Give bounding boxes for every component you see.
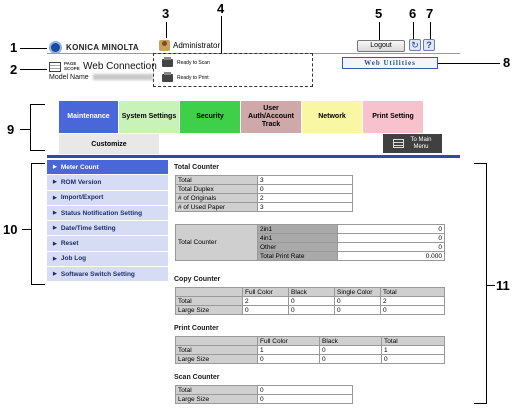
triangle-right-icon: ▶ [53,255,57,262]
scanner-icon [162,59,173,67]
column-header: Black [289,288,335,297]
tab-customize[interactable]: Customize [59,134,159,154]
triangle-right-icon: ▶ [53,194,57,201]
callout-line-5 [379,22,380,40]
sidebar-item-date-time[interactable] [47,221,168,236]
callout-11: 11 [496,278,510,293]
sidebar-item-import-export[interactable] [47,191,168,206]
callout-line-6 [413,22,414,39]
tab-maintenance[interactable]: Maintenance [59,101,118,133]
sidebar-item-label: Reset [60,240,79,248]
row-label: # of Originals [176,194,258,203]
row-value: 3 [258,203,353,212]
help-button[interactable]: ? [423,39,435,51]
triangle-right-icon: ▶ [53,271,57,278]
bracket-9 [30,104,45,151]
triangle-right-icon: ▶ [53,240,57,247]
table-row [176,386,353,395]
callout-7: 7 [426,6,434,21]
cell: 1 [258,346,320,355]
print-counter-title: Print Counter [174,325,219,332]
total-counter-subtable [175,224,445,261]
cell: 0 [289,306,335,315]
pagescope-title [49,61,157,72]
device-status-panel [153,53,313,87]
to-main-menu-button[interactable] [383,134,442,153]
model-name-value [93,74,153,80]
table-header-row [176,337,445,346]
row-value: 0 [338,243,445,252]
cell: 2 [243,297,289,306]
model-name-label: Model Name [49,74,89,81]
bracket-11 [474,163,487,404]
cell: 0 [289,297,335,306]
row-label: Total [176,386,258,395]
callout-9: 9 [7,122,15,137]
column-header: Total [382,337,445,346]
callout-4: 4 [217,1,225,16]
callout-line-1 [20,48,47,49]
model-name [49,74,153,81]
sidebar-item-label: ROM Version [60,178,102,186]
user-mode-indicator [159,40,220,51]
sidebar-item-label: Meter Count [60,163,99,171]
row-label: Total [176,176,258,185]
row-value: 0 [258,386,353,395]
main-menu-icon [393,139,404,148]
table-row [176,176,353,185]
web-utilities-link[interactable]: Web Utilities [342,57,438,69]
column-header: Full Color [258,337,320,346]
cell: 0 [320,346,382,355]
table-row [176,346,445,355]
triangle-right-icon: ▶ [53,164,57,171]
app-title: Web Connection [83,61,157,72]
tab-print-setting[interactable]: Print Setting [363,101,423,133]
cell: 2 [381,297,445,306]
sidebar-item-software-switch[interactable] [47,267,168,282]
sidebar-item-rom-version[interactable] [47,175,168,190]
sidebar-item-meter-count[interactable] [47,160,168,175]
callout-3: 3 [162,6,170,21]
cell: 0 [320,355,382,364]
logout-button[interactable]: Logout [357,40,405,52]
to-main-menu-label: To Main Menu [410,136,432,150]
row-label: Total Duplex [176,185,258,194]
callout-line-3 [166,22,167,38]
table-row [176,203,353,212]
column-header: Single Color [335,288,381,297]
row-label: # of Used Paper [176,203,258,212]
print-status-text: Ready to Print [177,75,209,81]
copy-counter-title: Copy Counter [174,276,221,283]
tab-security[interactable]: Security [180,101,240,133]
row-value: 0 [258,185,353,194]
cell: 0 [335,306,381,315]
callout-line-9 [20,129,30,130]
callout-line-8 [438,63,500,64]
row-label: Large Size [176,395,258,404]
cell: 0 [243,306,289,315]
user-mode-label: Administrator [173,41,221,50]
sidebar-item-label: Software Switch Setting [60,270,135,278]
sidebar-item-reset[interactable] [47,236,168,251]
callout-line-10 [22,229,31,230]
table-row [176,355,445,364]
tab-network[interactable]: Network [302,101,362,133]
scan-status [162,59,210,67]
sidebar-item-label: Job Log [60,255,87,263]
sidebar-item-job-log[interactable] [47,252,168,267]
copy-counter-table [175,287,445,315]
callout-1: 1 [10,40,18,55]
column-header: Black [320,337,382,346]
callout-6: 6 [409,6,417,21]
table-row [176,194,353,203]
triangle-right-icon: ▶ [53,225,57,232]
row-label: Total Print Rate [258,252,338,261]
table-row [176,225,445,234]
scan-counter-title: Scan Counter [174,374,220,381]
row-value: 3 [258,176,353,185]
cell: 0 [258,355,320,364]
table-row [176,297,445,306]
sidebar-item-label: Import/Export [60,194,104,202]
column-header [176,288,243,297]
triangle-right-icon: ▶ [53,210,57,217]
column-header: Full Color [243,288,289,297]
cell: 0 [335,297,381,306]
row-value: 0 [338,225,445,234]
row-value: 2 [258,194,353,203]
pagescope-icon [49,62,61,72]
row-value: 0 [258,395,353,404]
triangle-right-icon: ▶ [53,179,57,186]
row-label: Total [176,346,258,355]
row-label: Total [176,297,243,306]
cell: 0 [381,306,445,315]
table-row [176,185,353,194]
subtable-label: Total Counter [176,225,258,261]
pagescope-brand: PAGE SCOPE [64,61,80,71]
callout-line-11 [486,285,495,286]
column-header: Total [381,288,445,297]
row-label: 2in1 [258,225,338,234]
total-counter-table [175,175,353,212]
callout-line-4 [221,16,222,53]
cell: 1 [382,346,445,355]
callout-8: 8 [503,55,511,70]
brand-name: KONICA MINOLTA [66,43,139,52]
refresh-icon[interactable]: ↻ [409,39,421,51]
row-label: Large Size [176,355,258,364]
administrator-icon [159,40,170,51]
row-value: 0.000 [338,252,445,261]
table-header-row [176,288,445,297]
callout-2: 2 [10,62,18,77]
print-status [162,74,209,82]
row-label: Other [258,243,338,252]
row-label: 4in1 [258,234,338,243]
sidebar-item-label: Status Notification Setting [60,209,143,217]
print-counter-table [175,336,445,364]
tab-user-auth[interactable]: User Auth/Account Track [241,101,301,133]
callout-5: 5 [375,6,383,21]
table-row [176,395,353,404]
cell: 0 [382,355,445,364]
column-header [176,337,258,346]
callout-10: 10 [3,222,18,237]
table-row [176,306,445,315]
maintenance-sidebar [47,160,168,282]
callout-line-7 [430,22,431,39]
tab-divider [47,155,460,158]
tab-system-settings[interactable]: System Settings [119,101,179,133]
bracket-10 [31,163,45,285]
row-label: Large Size [176,306,243,315]
printer-icon [162,74,173,82]
total-counter-title: Total Counter [174,164,219,171]
scan-status-text: Ready to Scan [177,60,210,66]
sidebar-item-status-notification[interactable] [47,206,168,221]
scan-counter-table [175,385,353,404]
sidebar-item-label: Date/Time Setting [60,224,116,232]
row-value: 0 [338,234,445,243]
callout-line-2 [20,69,47,70]
